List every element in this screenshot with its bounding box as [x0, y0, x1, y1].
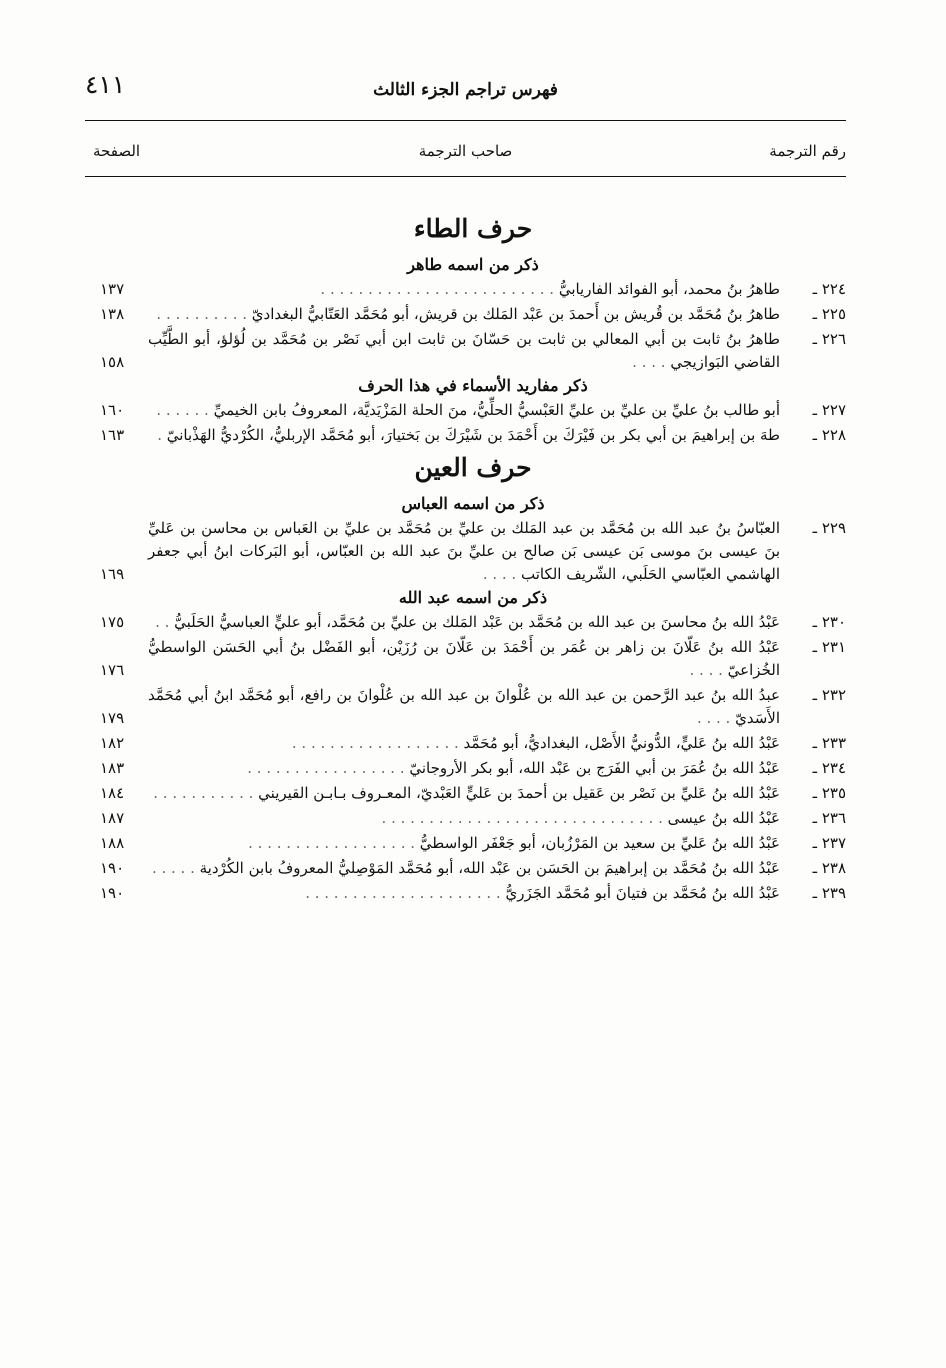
- entry-name: [148, 832, 780, 855]
- entry-number: ٢٢٦ ـ: [812, 330, 846, 348]
- entry-name: [148, 611, 780, 634]
- leader-dots: . . . .: [482, 565, 521, 583]
- entry-name-text: عَبْدُ الله بنُ عُمَرَ بن أبي الفَرَج بن عَبْد الله، أبو بكر الأروجانيّ: [409, 759, 780, 777]
- column-header-page: الصفحة: [93, 142, 141, 160]
- entry-page-number: ١٦٣: [100, 426, 125, 444]
- entry-name-text: طاهرُ بنُ مُحَمَّد بن قُريش بن أَحمدَ بن عَبْد المَلك بن قريش، أبو مُحَمَّد العَتّابيُّ البغداديّ: [251, 305, 780, 323]
- leader-dots: . . . . . . . . . . . . . . . . . .: [248, 834, 420, 852]
- leader-dots: . . . .: [696, 709, 736, 727]
- entry-name-text: عَبْدُ الله بنُ مُحَمَّد بن فتيانَ أبو مُحَمَّد الجَزَريُّ: [505, 884, 780, 902]
- leader-dots: . . . . . . . . . . . . . . . . .: [247, 759, 410, 777]
- entry-page-number: ١٩٠: [100, 884, 125, 902]
- index-entry: [100, 517, 846, 586]
- index-entry: [100, 328, 846, 374]
- index-entry: [100, 684, 846, 730]
- entry-page-number: ١٨٢: [100, 734, 125, 752]
- entry-name: [148, 757, 780, 780]
- leader-dots: . .: [155, 613, 175, 631]
- entry-number: ٢٣٥ ـ: [812, 784, 846, 802]
- entry-page-number: ١٨٣: [100, 759, 125, 777]
- entry-page-number: ١٧٥: [100, 613, 125, 631]
- entry-name: [148, 684, 780, 730]
- entry-page-number: ١٣٧: [100, 280, 125, 298]
- entry-name: [148, 399, 780, 422]
- leader-dots: . . . . .: [151, 859, 200, 877]
- entry-name-text: عبدُ الله بنُ عبد الرَّحمن بن عبد الله بن عُلْوانَ بن عبد الله بن عُلْوانَ بن رافع، أبو مُحَمَّد ابنُ أبي مُحَمَّد الأَسَديّ: [148, 686, 780, 727]
- entry-page-number: ١٨٧: [100, 809, 125, 827]
- entry-number: ٢٣٨ ـ: [812, 859, 846, 877]
- entry-number: ٢٣٤ ـ: [812, 759, 846, 777]
- entry-number: ٢٣٢ ـ: [812, 686, 846, 704]
- column-header-entry-number: رقم الترجمة: [769, 142, 846, 160]
- entry-number: ٢٣٠ ـ: [812, 613, 846, 631]
- index-entry: [100, 303, 846, 326]
- entry-name: [148, 807, 780, 830]
- column-header-rule: [85, 176, 846, 177]
- index-entry: [100, 399, 846, 422]
- index-entry: [100, 757, 846, 780]
- entry-name: [148, 328, 780, 374]
- leader-dots: . . . . . . . . . . . . . . . . . . . . . . . . .: [320, 280, 559, 298]
- entry-page-number: ١٨٤: [100, 784, 125, 802]
- leader-dots: . . . . . . . . . . . . . . . . . .: [291, 734, 464, 752]
- entry-name: [148, 782, 780, 805]
- letter-heading: حرف العين: [414, 453, 532, 482]
- entry-page-number: ١٣٨: [100, 305, 125, 323]
- leader-dots: . . . . . . . . . . . . . . . . . . . . .: [305, 884, 506, 902]
- entry-name: [148, 857, 780, 880]
- entry-name-text: العبّاسُ بنُ عبد الله بن مُحَمَّد بن عبد المَلك بن عليِّ بن مُحَمَّد بن عليِّ بن العَباس بن محاسن بن عَليِّ بنَ عيسى بنَ موسى بَن عيسى بَن صالح بن عليِّ بنَ عبد الله بن العبّاس، أبو البَركات ابنُ أبي جعفر الهاشمي العبّاسي الحَلَبي، الشّريف الكاتب: [148, 519, 780, 583]
- entry-name-text: عَبْدُ الله بنُ عَليٍّ، الدُّونيُّ الأَصْل، البغداديُّ، أبو مُحَمَّد: [463, 734, 780, 752]
- entry-page-number: ١٦٩: [100, 565, 125, 583]
- leader-dots: . . . . . . . . . . .: [153, 784, 259, 802]
- index-entry: [100, 732, 846, 755]
- index-entry: [100, 611, 846, 634]
- section-heading: ذكر من اسمه العباس: [401, 494, 545, 513]
- entry-number: ٢٣٧ ـ: [812, 834, 846, 852]
- entry-name-text: عَبْدُ الله بنُ عَليِّ بن سعيد بن المَرْزُبان، أبو جَعْفَر الواسطيُّ: [419, 834, 780, 852]
- entry-number: ٢٢٧ ـ: [812, 401, 846, 419]
- leader-dots: . . . . . . . . . . . . . . . . . . . . . . . . . . . . . .: [381, 809, 668, 827]
- entry-name: [148, 517, 780, 586]
- column-headers: [85, 142, 846, 166]
- entry-name: [148, 636, 780, 682]
- leader-dots: . . . . . . . . . .: [156, 305, 252, 323]
- entry-name-text: عَبْدُ الله بنُ عَليِّ بن نَصْر بن عَقيل بن أحمدَ بن عَليٍّ العَبْديّ، المعـروف بـابـن القيريني: [258, 784, 780, 802]
- section-heading: ذكر من اسمه طاهر: [407, 255, 539, 274]
- index-entry: [100, 857, 846, 880]
- section-heading: ذكر من اسمه عبد الله: [398, 588, 548, 607]
- section-heading: ذكر مفاريد الأسماء في هذا الحرف: [358, 376, 588, 395]
- entry-name-text: طهَ بن إبراهيمَ بن أبي بكر بن فَيْرَكَ بن أَحْمَدَ بن شَيْرَكَ بن بَختيارَ، أبو مُحَمَّد الإربليُّ، الكُرْديُّ الهَذْبانيّ: [166, 426, 780, 444]
- running-header: [85, 68, 846, 108]
- entry-number: ٢٣٣ ـ: [812, 734, 846, 752]
- entry-name-text: طاهرُ بنُ محمد، أبو الفوائد الفاريابيُّ: [558, 280, 780, 298]
- entry-number: ٢٣٩ ـ: [812, 884, 846, 902]
- leader-dots: . . . .: [689, 661, 728, 679]
- index-content: [100, 208, 846, 907]
- entry-number: ٢٢٨ ـ: [812, 426, 846, 444]
- entry-name-text: عَبْدُ الله بنُ محاسنَ بن عبد الله بن مُحَمَّد بن عَبْد المَلك بن عليِّ بن مُحَمَّد، أبو عليٍّ العباسيُّ الحَلَبيُّ: [174, 613, 780, 631]
- entry-name-text: عَبْدُ الله بنُ عَلّانَ بن زاهر بن عُمَر بن أَحْمَدَ بن عَلّانَ بن رُزَيْن، أبو الفَضْل بنُ أبي الحَسَن الواسطيُّ الخُزاعيّ: [148, 638, 780, 679]
- entry-name-text: عَبْدُ الله بنُ عيسى: [667, 809, 780, 827]
- header-rule: [85, 120, 846, 121]
- entry-number: ٢٢٤ ـ: [812, 280, 846, 298]
- index-entry: [100, 782, 846, 805]
- leader-dots: . . . .: [632, 353, 671, 371]
- entry-name-text: عَبْدُ الله بنُ مُحَمَّد بن إبراهيمَ بن الحَسَن بن عَبْد الله، أبو مُحَمَّد المَوْصِليُّ المعروفُ بابن الكُرْدية: [199, 859, 780, 877]
- index-entry: [100, 882, 846, 905]
- entry-page-number: ١٧٦: [100, 661, 125, 679]
- entry-name-text: طاهرُ بنُ ثابت بن أبي المعالي بن ثابت بن حَسّانَ بن ثابت ابن أبي نَصْر بن مُحَمَّد بن لُؤلؤ، أبو الطَّيِّب القاضي البَوازيجي: [148, 330, 780, 371]
- letter-heading: حرف الطاء: [413, 214, 533, 243]
- entry-name: [148, 732, 780, 755]
- entry-name: [148, 424, 780, 447]
- entry-name: [148, 303, 780, 326]
- entry-number: ٢٢٥ ـ: [812, 305, 846, 323]
- index-entry: [100, 424, 846, 447]
- leader-dots: . . . . . .: [156, 401, 214, 419]
- entry-number: ٢٣٦ ـ: [812, 809, 846, 827]
- entry-name: [148, 278, 780, 301]
- entry-page-number: ١٧٩: [100, 709, 125, 727]
- entry-number: ٢٢٩ ـ: [812, 519, 846, 537]
- index-entry: [100, 278, 846, 301]
- index-entry: [100, 636, 846, 682]
- entry-page-number: ١٦٠: [100, 401, 125, 419]
- entry-number: ٢٣١ ـ: [812, 638, 846, 656]
- running-title: فهرس تراجم الجزء الثالث: [373, 80, 558, 100]
- column-header-name: صاحب الترجمة: [418, 142, 513, 160]
- entry-page-number: ١٩٠: [100, 859, 125, 877]
- index-entry: [100, 832, 846, 855]
- index-entry: [100, 807, 846, 830]
- entry-page-number: ١٨٨: [100, 834, 125, 852]
- entry-name-text: أبو طالب بنُ عليِّ بن عليِّ بن عليِّ العَبْسيُّ الحلِّيُّ، منَ الحلة المَزْيَديَّة، المعروفُ بابن الخيميِّ: [213, 401, 780, 419]
- entry-page-number: ١٥٨: [100, 353, 125, 371]
- entry-name: [148, 882, 780, 905]
- page-number: ٤١١: [85, 70, 126, 99]
- leader-dots: .: [157, 426, 167, 444]
